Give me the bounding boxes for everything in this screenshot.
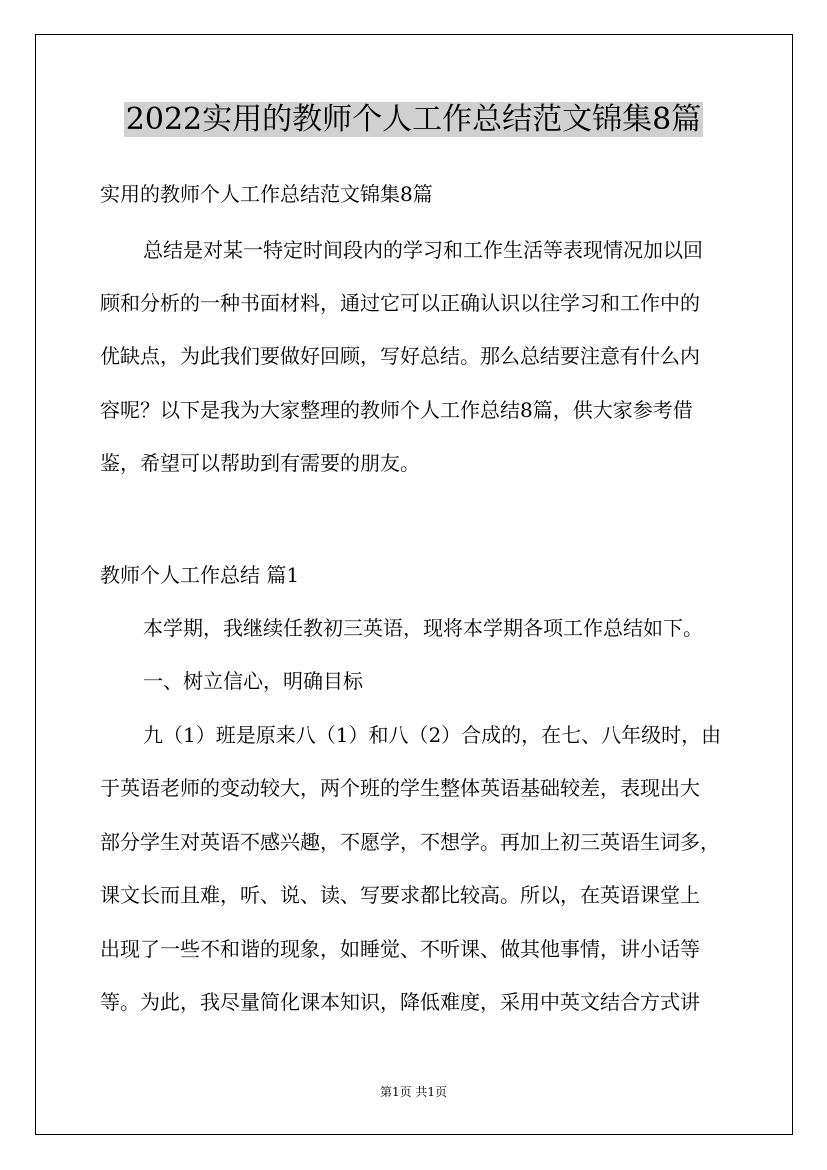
intro-line: 容呢？以下是我为大家整理的教师个人工作总结8篇，供大家参考借 [100, 398, 693, 422]
body-line: 课文长而且难，听、说、读、写要求都比较高。所以，在英语课堂上 [100, 883, 700, 907]
subheading: 一、树立信心，明确目标 [143, 669, 363, 693]
document-title: 2022实用的教师个人工作总结范文锦集8篇 [125, 102, 702, 137]
section-intro: 本学期，我继续任教初三英语，现将本学期各项工作总结如下。 [143, 616, 703, 640]
page-footer: 第1页 共1页 [379, 1085, 448, 1099]
document-title-wrap [0, 98, 827, 142]
body-line: 出现了一些不和谐的现象，如睡觉、不听课、做其他事情，讲小话等 [100, 937, 700, 961]
document-subtitle: 实用的教师个人工作总结范文锦集8篇 [100, 182, 433, 206]
intro-line: 总结是对某一特定时间段内的学习和工作生活等表现情况加以回 [143, 238, 703, 262]
intro-line: 鉴，希望可以帮助到有需要的朋友。 [100, 451, 420, 475]
intro-line: 优缺点，为此我们要做好回顾，写好总结。那么总结要注意有什么内 [100, 344, 700, 368]
body-line: 等。为此，我尽量简化课本知识，降低难度，采用中英文结合方式讲 [100, 990, 700, 1014]
body-line: 于英语老师的变动较大，两个班的学生整体英语基础较差，表现出大 [100, 776, 700, 800]
section-heading: 教师个人工作总结 篇1 [100, 563, 300, 587]
body-line: 部分学生对英语不感兴趣，不愿学，不想学。再加上初三英语生词多， [100, 830, 720, 854]
body-line: 九（1）班是原来八（1）和八（2）合成的，在七、八年级时，由 [143, 723, 722, 747]
intro-line: 顾和分析的一种书面材料，通过它可以正确认识以往学习和工作中的 [100, 291, 700, 315]
